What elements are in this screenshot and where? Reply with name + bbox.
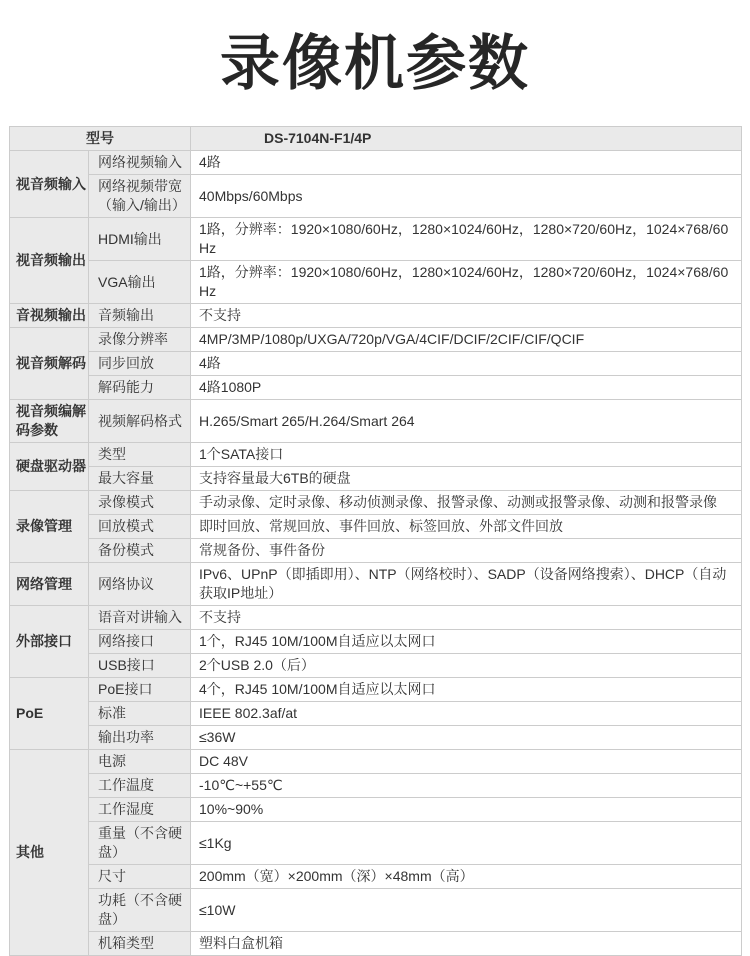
spec-table-body bbox=[10, 127, 742, 956]
spec-value-cell: DC 48V bbox=[191, 750, 742, 774]
spec-row bbox=[10, 491, 742, 515]
spec-label-cell: 机箱类型 bbox=[89, 932, 191, 956]
spec-row bbox=[10, 822, 742, 865]
spec-group-cell-10: 其他 bbox=[10, 750, 89, 956]
spec-label-cell: 音频输出 bbox=[89, 304, 191, 328]
spec-row bbox=[10, 376, 742, 400]
spec-label-cell: 视频解码格式 bbox=[89, 400, 191, 443]
spec-group-cell-3: 视音频解码 bbox=[10, 328, 89, 400]
spec-value-cell: 4路 bbox=[191, 352, 742, 376]
model-header-row bbox=[10, 127, 742, 151]
page-title: 录像机参数 bbox=[220, 30, 530, 97]
spec-row bbox=[10, 563, 742, 606]
spec-row bbox=[10, 654, 742, 678]
spec-row bbox=[10, 352, 742, 376]
spec-value-cell: 40Mbps/60Mbps bbox=[191, 175, 742, 218]
spec-row bbox=[10, 889, 742, 932]
spec-value-cell: 手动录像、定时录像、移动侦测录像、报警录像、动测或报警录像、动测和报警录像 bbox=[191, 491, 742, 515]
spec-value-cell: 1路，分辨率：1920×1080/60Hz，1280×1024/60Hz，1280×720/60Hz，1024×768/60Hz bbox=[191, 261, 742, 304]
spec-value-cell: 塑料白盒机箱 bbox=[191, 932, 742, 956]
spec-value-cell: 200mm（宽）×200mm（深）×48mm（高） bbox=[191, 865, 742, 889]
spec-label-cell: 类型 bbox=[89, 443, 191, 467]
spec-group-cell-4: 视音频编解码参数 bbox=[10, 400, 89, 443]
spec-value-cell: 10%~90% bbox=[191, 798, 742, 822]
spec-group-cell-5: 硬盘驱动器 bbox=[10, 443, 89, 491]
spec-group-cell-0: 视音频输入 bbox=[10, 151, 89, 218]
spec-label-cell: 重量（不含硬盘） bbox=[89, 822, 191, 865]
spec-label-cell: USB接口 bbox=[89, 654, 191, 678]
spec-label-cell: 回放模式 bbox=[89, 515, 191, 539]
spec-value-cell: ≤10W bbox=[191, 889, 742, 932]
spec-row bbox=[10, 932, 742, 956]
spec-row bbox=[10, 443, 742, 467]
spec-group-cell-7: 网络管理 bbox=[10, 563, 89, 606]
spec-value-cell: 常规备份、事件备份 bbox=[191, 539, 742, 563]
spec-row bbox=[10, 175, 742, 218]
spec-label-cell: 同步回放 bbox=[89, 352, 191, 376]
spec-row bbox=[10, 304, 742, 328]
spec-group-cell-1: 视音频输出 bbox=[10, 218, 89, 304]
spec-row bbox=[10, 515, 742, 539]
spec-value-cell: 4MP/3MP/1080p/UXGA/720p/VGA/4CIF/DCIF/2CIF/CIF/QCIF bbox=[191, 328, 742, 352]
spec-value-cell: 不支持 bbox=[191, 606, 742, 630]
spec-row bbox=[10, 539, 742, 563]
spec-label-cell: 录像模式 bbox=[89, 491, 191, 515]
spec-value-cell: 1个，RJ45 10M/100M自适应以太网口 bbox=[191, 630, 742, 654]
spec-label-cell: HDMI输出 bbox=[89, 218, 191, 261]
spec-label-cell: 语音对讲输入 bbox=[89, 606, 191, 630]
spec-value-cell: 不支持 bbox=[191, 304, 742, 328]
spec-label-cell: 工作温度 bbox=[89, 774, 191, 798]
spec-value-cell: 支持容量最大6TB的硬盘 bbox=[191, 467, 742, 491]
spec-label-cell: 网络接口 bbox=[89, 630, 191, 654]
spec-row bbox=[10, 218, 742, 261]
spec-value-cell: IPv6、UPnP（即插即用）、NTP（网络校时）、SADP（设备网络搜索）、DHCP（自动获取IP地址） bbox=[191, 563, 742, 606]
spec-value-cell: 4路 bbox=[191, 151, 742, 175]
spec-label-cell: 网络视频输入 bbox=[89, 151, 191, 175]
spec-row bbox=[10, 328, 742, 352]
spec-label-cell: 解码能力 bbox=[89, 376, 191, 400]
spec-value-cell: H.265/Smart 265/H.264/Smart 264 bbox=[191, 400, 742, 443]
spec-row bbox=[10, 726, 742, 750]
spec-row bbox=[10, 750, 742, 774]
spec-row bbox=[10, 798, 742, 822]
spec-label-cell: 网络协议 bbox=[89, 563, 191, 606]
spec-label-cell: 输出功率 bbox=[89, 726, 191, 750]
page bbox=[0, 28, 750, 951]
model-header-label: 型号 bbox=[10, 127, 191, 151]
spec-label-cell: 标准 bbox=[89, 702, 191, 726]
spec-value-cell: IEEE 802.3af/at bbox=[191, 702, 742, 726]
spec-table bbox=[9, 126, 742, 956]
spec-row bbox=[10, 467, 742, 491]
spec-row bbox=[10, 261, 742, 304]
spec-label-cell: PoE接口 bbox=[89, 678, 191, 702]
spec-row bbox=[10, 678, 742, 702]
spec-label-cell: 最大容量 bbox=[89, 467, 191, 491]
spec-value-cell: 4个，RJ45 10M/100M自适应以太网口 bbox=[191, 678, 742, 702]
spec-label-cell: 备份模式 bbox=[89, 539, 191, 563]
spec-value-cell: ≤1Kg bbox=[191, 822, 742, 865]
spec-value-cell: 4路1080P bbox=[191, 376, 742, 400]
spec-row bbox=[10, 702, 742, 726]
spec-value-cell: 即时回放、常规回放、事件回放、标签回放、外部文件回放 bbox=[191, 515, 742, 539]
spec-value-cell: 2个USB 2.0（后） bbox=[191, 654, 742, 678]
spec-label-cell: 功耗（不含硬盘） bbox=[89, 889, 191, 932]
spec-value-cell: 1路，分辨率：1920×1080/60Hz，1280×1024/60Hz，1280×720/60Hz，1024×768/60Hz bbox=[191, 218, 742, 261]
model-header-value: DS-7104N-F1/4P bbox=[191, 127, 742, 151]
spec-row bbox=[10, 606, 742, 630]
spec-row bbox=[10, 630, 742, 654]
spec-row bbox=[10, 865, 742, 889]
spec-label-cell: VGA输出 bbox=[89, 261, 191, 304]
spec-value-cell: 1个SATA接口 bbox=[191, 443, 742, 467]
spec-label-cell: 电源 bbox=[89, 750, 191, 774]
spec-value-cell: -10℃~+55℃ bbox=[191, 774, 742, 798]
spec-row bbox=[10, 400, 742, 443]
spec-label-cell: 录像分辨率 bbox=[89, 328, 191, 352]
spec-value-cell: ≤36W bbox=[191, 726, 742, 750]
spec-label-cell: 网络视频带宽（输入/输出） bbox=[89, 175, 191, 218]
spec-group-cell-9: PoE bbox=[10, 678, 89, 750]
spec-row bbox=[10, 151, 742, 175]
spec-group-cell-6: 录像管理 bbox=[10, 491, 89, 563]
spec-group-cell-8: 外部接口 bbox=[10, 606, 89, 678]
spec-label-cell: 尺寸 bbox=[89, 865, 191, 889]
spec-group-cell-2: 音视频输出 bbox=[10, 304, 89, 328]
spec-row bbox=[10, 774, 742, 798]
spec-label-cell: 工作湿度 bbox=[89, 798, 191, 822]
